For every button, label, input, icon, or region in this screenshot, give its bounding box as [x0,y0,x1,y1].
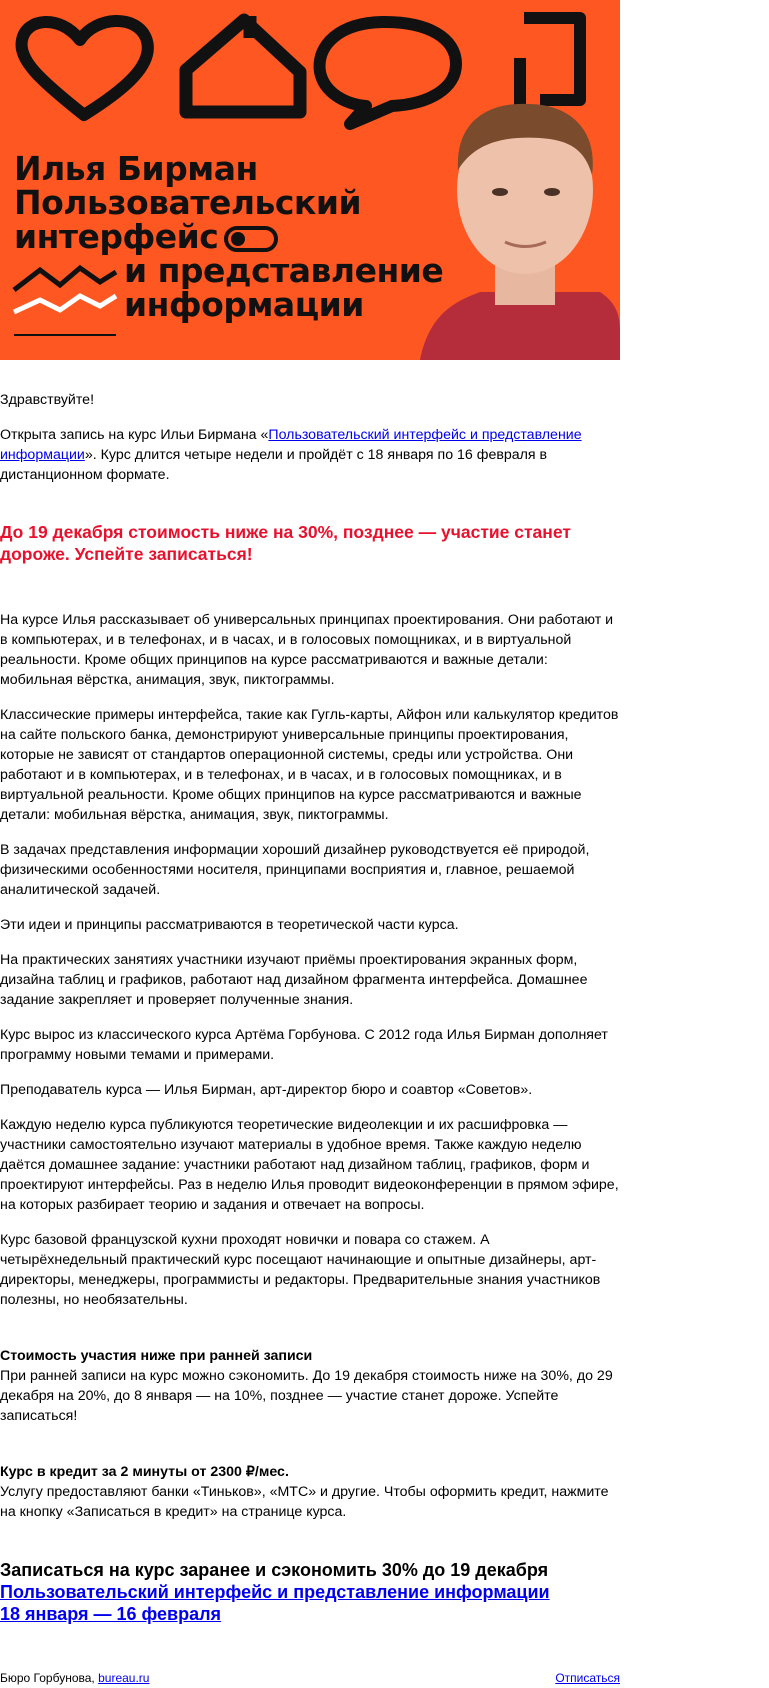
portrait-photo [420,104,620,360]
house-icon [186,16,300,112]
banner-author: Илья Бирман [14,149,258,188]
banner-line-2: интерфейс [14,217,219,256]
cta-dates-link[interactable]: 18 января — 16 февраля [0,1604,222,1624]
cta-heading: Записаться на курс заранее и сэкономить 30% до 19 декабря [0,1560,549,1580]
paragraph-8: Каждую неделю курса публикуются теоретические видеолекции и их расшифровка — участники самостоятельно изучают материалы в удобное время. Также каждую неделю даётся домашнее задание: участники работают над дизайном таблиц, графиков, форм и проектируют интерфейсы. Раз в неделю Илья проводит видеоконференции в прямом эфире, на которых разбирает теорию и задания и отвечает на вопросы. [0,1117,619,1213]
footer-org [0,1668,149,1688]
footer [0,1668,620,1688]
early-title: Стоимость участия ниже при ранней записи [0,1348,313,1364]
early-text: При ранней записи на курс можно сэкономить. До 19 декабря стоимость ниже на 30%, до 29 декабря на 20%, до 8 января — на 10%, позднее — участие станет дороже. Успейте записаться! [0,1368,613,1424]
banner-line-1: Пользовательский [14,183,362,222]
course-link[interactable]: Пользовательский интерфейс и представление информации [0,427,582,463]
paragraph-6: Курс вырос из классического курса Артёма Горбунова. С 2012 года Илья Бирман дополняет программу новыми темами и примерами. [0,1027,608,1063]
course-banner [0,0,620,360]
paragraph-9: Курс базовой французской кухни проходят новички и повара со стажем. А четырёхнедельный практический курс посещают начинающие и опытные дизайнеры, арт-директоры, менеджеры, программисты и редакторы. Предварительные знания участников полезны, но необязательны. [0,1232,601,1308]
greeting: Здравствуйте! [0,392,95,408]
cta-block [0,1559,620,1625]
discount-highlight: До 19 декабря стоимость ниже на 30%, позднее — участие станет дороже. Успейте записаться! [0,522,571,564]
paragraph-4: Эти идеи и принципы рассматриваются в теоретической части курса. [0,917,459,933]
paragraph-7: Преподаватель курса — Илья Бирман, арт-директор бюро и соавтор «Советов». [0,1082,533,1098]
paragraph-1: На курсе Илья рассказывает об универсальных принципах проектирования. Они работают и в компьютерах, и в телефонах, и в часах, и в голосовых помощниках, и в виртуальной реальности. Кроме общих принципов на курсе рассматриваются и важные детали: мобильная вёрстка, анимация, звук, пиктограммы. [0,612,614,688]
unsubscribe-link[interactable]: Отписаться [555,1671,620,1685]
heart-icon [22,21,148,115]
footer-org-name: Бюро Горбунова, [0,1671,99,1685]
banner-line-3: и представление [124,251,444,290]
credit-title: Курс в кредит за 2 минуты от 2300 ₽/мес. [0,1464,289,1480]
banner-title [14,149,444,324]
letter-body [0,390,620,1688]
toggle-icon [224,226,278,252]
early-section [0,1346,620,1426]
paragraph-3: В задачах представления информации хороший дизайнер руководствуется её природой, физическими особенностями носителя, принципами восприятия и, главное, решаемой аналитической задачей. [0,842,590,898]
intro-paragraph [0,425,620,485]
intro-after: ». Курс длится четыре недели и пройдёт с 18 января по 16 февраля в дистанционном формате. [0,447,548,483]
paragraph-2: Классические примеры интерфейса, такие как Гугль-карты, Айфон или калькулятор кредитов на сайте польского банка, демонстрируют универсальные принципы проектирования, которые не зависят от стандартов операционной системы, среды или устройства. Они работают и в компьютерах, и в телефонах, и в часах, и в голосовых помощниках, и в виртуальной реальности. Кроме общих принципов на курсе рассматриваются и важные детали: мобильная вёрстка, анимация, звук, пиктограммы. [0,707,619,823]
intro-before: Открыта запись на курс Ильи Бирмана « [0,427,269,443]
cta-course-link[interactable]: Пользовательский интерфейс и представление информации [0,1582,550,1602]
paragraph-5: На практических занятиях участники изучают приёмы проектирования экранных форм, дизайна таблиц и графиков, работают над дизайном фрагмента интерфейса. Домашнее задание закрепляет и проверяет полученные знания. [0,952,588,1008]
site-link[interactable]: bureau.ru [98,1671,150,1685]
credit-section [0,1462,620,1522]
speech-bubble-icon [320,22,456,124]
credit-text: Услугу предоставляют банки «Тиньков», «МТС» и другие. Чтобы оформить кредит, нажмите на кнопку «Записаться в кредит» на странице курса. [0,1484,609,1520]
banner-line-4: информации [124,285,364,324]
